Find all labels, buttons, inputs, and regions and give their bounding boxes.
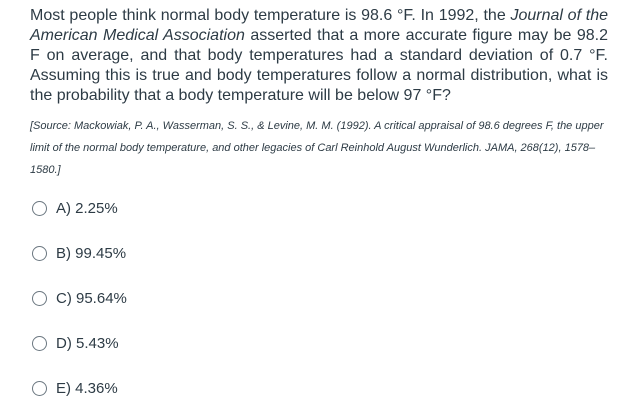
radio-button-d[interactable] xyxy=(32,336,47,351)
question-text-part-1: Most people think normal body temperature is 98.6 °F. In 1992, the xyxy=(30,7,511,24)
radio-button-b[interactable] xyxy=(32,246,47,261)
answer-option-d[interactable] xyxy=(32,331,119,355)
answer-label-e: E) 4.36% xyxy=(56,379,118,397)
journal-name: Journal of the American Medical Association xyxy=(30,7,608,44)
answer-option-b[interactable] xyxy=(32,241,126,265)
answer-option-c[interactable] xyxy=(32,286,127,310)
answer-label-d: D) 5.43% xyxy=(56,334,119,352)
radio-button-e[interactable] xyxy=(32,381,47,396)
source-citation: [Source: Mackowiak, P. A., Wasserman, S. S., & Levine, M. M. (1992). A critical appraisal of 98.6 degrees F, the upper limit of the normal body temperature, and other legacies of Carl Reinhold August Wunderlich. JAMA, 268(12), 1578–1580.] xyxy=(30,120,604,176)
answer-label-a: A) 2.25% xyxy=(56,199,118,217)
answer-option-a[interactable] xyxy=(32,196,118,220)
answer-label-b: B) 99.45% xyxy=(56,244,127,262)
radio-button-c[interactable] xyxy=(32,291,47,306)
answer-option-e[interactable] xyxy=(32,376,118,400)
question-text xyxy=(30,6,608,106)
question-text-part-2: asserted that a more accurate figure may be 98.2 F on average, and that body temperatures had a standard deviation of 0.7 °F. Assuming this is true and body temperatures follow a normal distribution, what is the probability that a body temperature will be below 97 °F? xyxy=(30,27,609,104)
answer-label-c: C) 95.64% xyxy=(56,289,127,307)
radio-button-a[interactable] xyxy=(32,201,47,216)
